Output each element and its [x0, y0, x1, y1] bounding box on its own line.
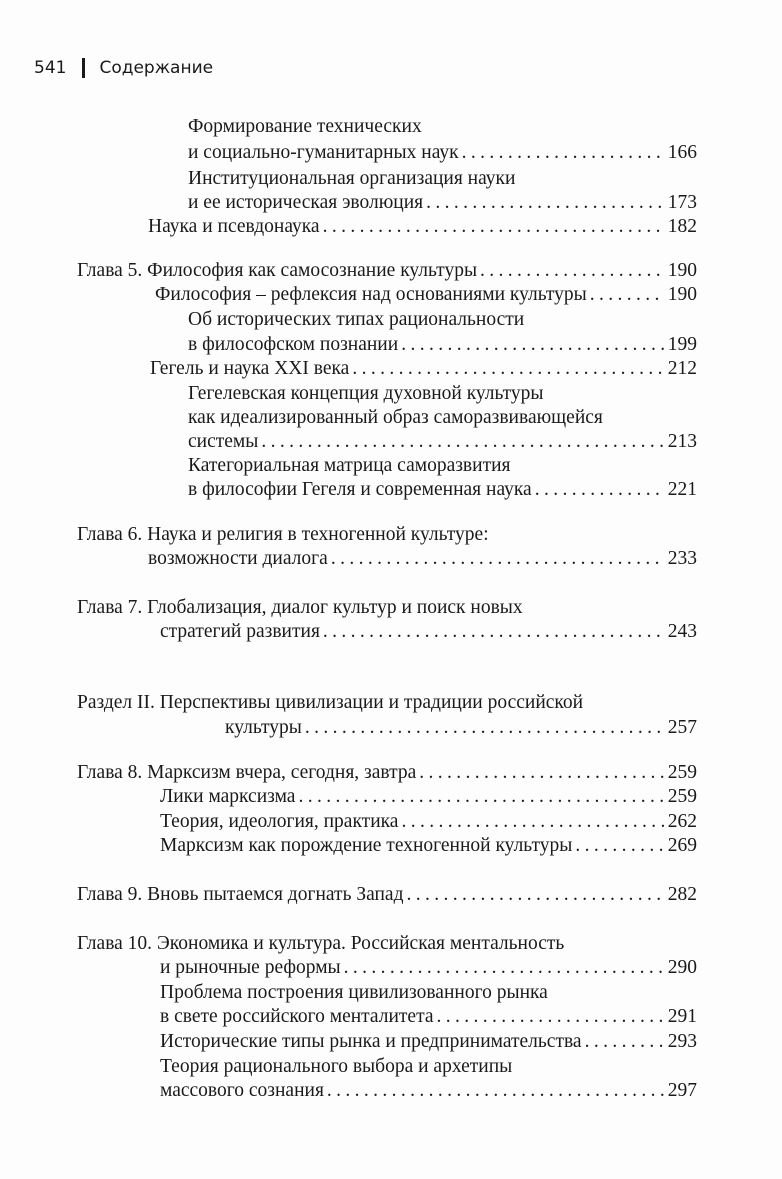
entry-page-number: 166	[667, 142, 697, 163]
toc-entry	[160, 810, 697, 834]
toc-entry	[148, 215, 697, 239]
entry-title: Наука и псевдонаука	[148, 216, 320, 237]
entry-title: стратегий развития	[160, 621, 320, 642]
dot-leader	[401, 333, 665, 357]
toc-entry	[160, 1030, 697, 1054]
running-title: Содержание	[99, 58, 214, 78]
entry-page-number: 257	[667, 717, 697, 738]
entry-title: Глава 7. Глобализация, диалог культур и поиск новых	[77, 597, 523, 618]
toc-entry-line	[188, 115, 422, 139]
entry-page-number: 282	[667, 884, 697, 905]
entry-title: в философии Гегеля и современная наука	[188, 479, 532, 500]
entry-title: Категориальная матрица саморазвития	[188, 455, 511, 476]
entry-page-number: 262	[667, 811, 697, 832]
dot-leader	[407, 883, 665, 907]
entry-title: Глава 6. Наука и религия в техногенной культуре:	[77, 524, 489, 545]
toc-entry	[160, 1079, 697, 1103]
dot-leader	[480, 259, 665, 283]
dot-leader	[535, 478, 665, 502]
entry-title: массового сознания	[160, 1080, 324, 1101]
toc-entry	[188, 430, 697, 454]
entry-title: и рыночные реформы	[160, 957, 341, 978]
entry-title: Теория рационального выбора и архетипы	[160, 1056, 513, 1077]
running-header	[34, 58, 213, 78]
dot-leader	[344, 956, 665, 980]
header-divider	[82, 58, 85, 78]
entry-title: Глава 5. Философия как самосознание культуры	[77, 260, 478, 281]
toc-entry	[155, 283, 697, 307]
entry-page-number: 297	[667, 1080, 697, 1101]
dot-leader	[327, 1079, 665, 1103]
entry-title: Лики марксизма	[160, 786, 296, 807]
toc-entry	[77, 761, 697, 785]
entry-title: Глава 10. Экономика и культура. Российская ментальность	[77, 933, 565, 954]
dot-leader	[352, 357, 664, 381]
dot-leader	[462, 141, 665, 165]
entry-page-number: 259	[667, 786, 697, 807]
dot-leader	[437, 1005, 665, 1029]
toc-entry	[225, 716, 697, 740]
toc-entry	[188, 191, 697, 215]
toc-entry-line	[77, 691, 583, 715]
page-number: 541	[34, 58, 67, 78]
entry-title: Исторические типы рынка и предпринимательства	[160, 1031, 582, 1052]
entry-title: Институциональная организация науки	[188, 168, 516, 189]
entry-title: Гегелевская концепция духовной культуры	[188, 383, 544, 404]
entry-page-number: 199	[667, 334, 697, 355]
toc-entry-line	[188, 454, 511, 478]
toc-entry	[188, 333, 697, 357]
entry-title: Об исторических типах рациональности	[188, 309, 525, 330]
entry-title: Формирование технических	[188, 116, 422, 137]
toc-entry	[160, 785, 697, 809]
entry-page-number: 173	[667, 192, 697, 213]
entry-title: возможности диалога	[148, 548, 328, 569]
entry-title: и ее историческая эволюция	[188, 192, 424, 213]
toc-entry	[160, 834, 697, 858]
entry-title: Глава 8. Марксизм вчера, сегодня, завтра	[77, 762, 417, 783]
toc-entry	[160, 620, 697, 644]
toc-entry	[188, 478, 697, 502]
toc-entry-line	[188, 382, 544, 406]
dot-leader	[331, 547, 665, 571]
dot-leader	[426, 191, 665, 215]
entry-title: Глава 9. Вновь пытаемся догнать Запад	[77, 884, 404, 905]
entry-page-number: 233	[667, 548, 697, 569]
dot-leader	[261, 430, 664, 454]
dot-leader	[323, 620, 665, 644]
toc-entry-line	[160, 981, 548, 1005]
entry-title: Философия – рефлексия над основаниями культуры	[155, 284, 587, 305]
entry-title: культуры	[225, 717, 302, 738]
entry-title: как идеализированный образ саморазвивающейся	[188, 407, 603, 428]
toc-entry-line	[77, 596, 523, 620]
entry-title: системы	[188, 431, 259, 452]
entry-title: Проблема построения цивилизованного рынка	[160, 982, 548, 1003]
dot-leader	[575, 834, 664, 858]
toc-entry-line	[188, 406, 603, 430]
toc-entry-line	[77, 523, 489, 547]
dot-leader	[401, 810, 664, 834]
entry-page-number: 212	[667, 358, 697, 379]
entry-page-number: 290	[667, 957, 697, 978]
entry-page-number: 190	[667, 284, 697, 305]
entry-title: в свете российского менталитета	[160, 1006, 434, 1027]
entry-page-number: 221	[667, 479, 697, 500]
entry-page-number: 269	[667, 835, 697, 856]
toc-entry	[150, 357, 697, 381]
entry-page-number: 190	[667, 260, 697, 281]
entry-title: Раздел II. Перспективы цивилизации и традиции российской	[77, 692, 584, 713]
entry-title: и социально-гуманитарных наук	[188, 142, 459, 163]
toc-entry	[160, 1005, 697, 1029]
toc-entry-line	[188, 308, 524, 332]
entry-title: Марксизм как порождение техногенной культуры	[160, 835, 573, 856]
toc-entry-line	[160, 1055, 512, 1079]
entry-title: в философском познании	[188, 334, 399, 355]
entry-page-number: 259	[667, 762, 697, 783]
entry-page-number: 293	[667, 1031, 697, 1052]
dot-leader	[585, 1030, 665, 1054]
entry-title: Гегель и наука XXI века	[150, 358, 350, 379]
entry-title: Теория, идеология, практика	[160, 811, 399, 832]
toc-entry	[148, 547, 697, 571]
toc-entry	[188, 141, 697, 165]
dot-leader	[298, 785, 664, 809]
toc-entry-line	[77, 932, 564, 956]
dot-leader	[323, 215, 665, 239]
entry-page-number: 213	[667, 431, 697, 452]
dot-leader	[305, 716, 665, 740]
toc-entry	[77, 259, 697, 283]
entry-page-number: 182	[667, 216, 697, 237]
entry-page-number: 291	[667, 1006, 697, 1027]
entry-page-number: 243	[667, 621, 697, 642]
dot-leader	[590, 283, 665, 307]
toc-entry-line	[188, 167, 515, 191]
toc-entry	[77, 883, 697, 907]
dot-leader	[419, 761, 664, 785]
toc-entry	[160, 956, 697, 980]
